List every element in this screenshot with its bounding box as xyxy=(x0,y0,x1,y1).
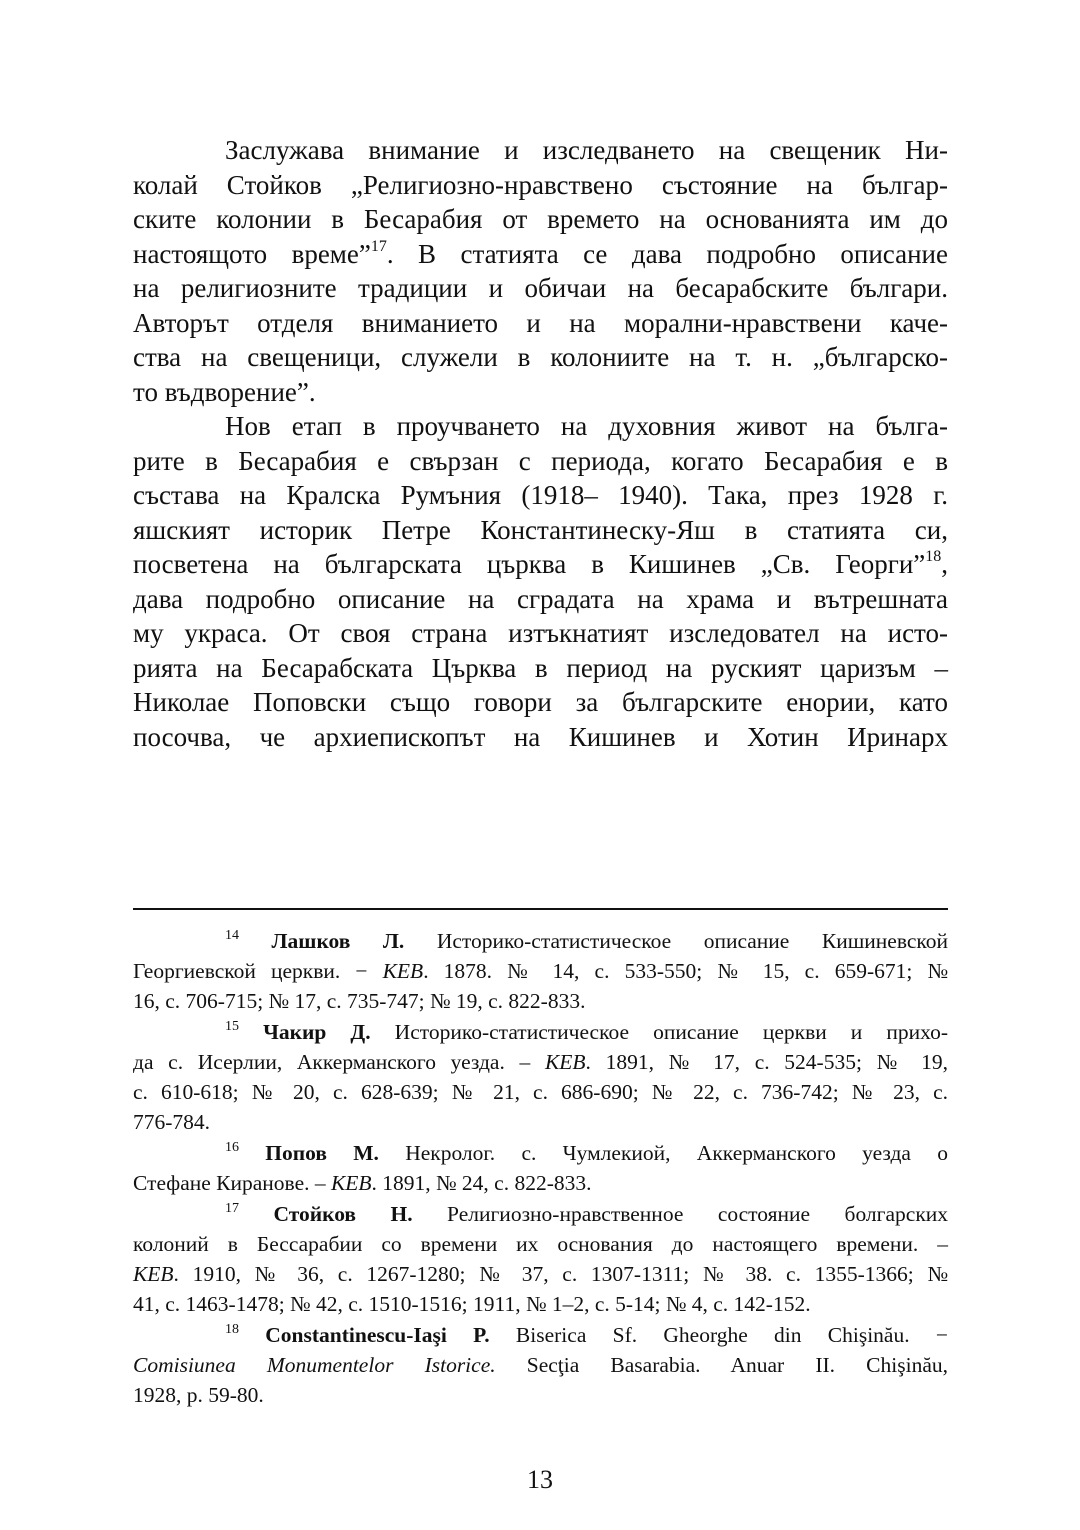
text-line: Нов етап в проучването на духовния живот на бълга- xyxy=(225,411,948,441)
footnotes xyxy=(133,926,948,1411)
journal-title: КЕВ xyxy=(544,1050,586,1074)
journal-title: КЕВ xyxy=(133,1262,174,1286)
text-line: посветена на българската църква в Кишинев „Св. Георги”$^{18}$, xyxy=(133,548,948,579)
page-number: 13 xyxy=(527,1465,553,1494)
footnote-author: Стойков Н. xyxy=(273,1202,413,1226)
text-line: състава на Кралска Румъния (1918– 1940). Така, през 1928 г. xyxy=(133,480,948,510)
text-line: колай Стойков „Религиозно-нравствено състояние на българ- xyxy=(133,169,948,200)
footnote-divider xyxy=(133,908,948,910)
footnote-18: $^{18}$ Constantinescu-Iaşi P. Biserica Sf. Gheorghe din Chişinău. − Comisiunea Monumentelor Istorice. Secţia Basarabia. Anuar II. Chişinău, 1928, p. 59-80. xyxy=(133,1321,948,1407)
main-text xyxy=(133,133,948,754)
footnote-author: Constantinescu-Iaşi P. xyxy=(265,1323,490,1347)
text-line: на религиозните традиции и обичаи на бесарабските българи. xyxy=(133,273,948,303)
text-line: Авторът отделя вниманието и на морални-нравствени каче- xyxy=(133,307,948,338)
paragraph-2 xyxy=(133,409,948,754)
text-line: Заслужава внимание и изследването на свещеник Ни- xyxy=(225,135,948,165)
text-line: му украса. От своя страна изтъкнатият изследовател на исто- xyxy=(133,618,948,648)
footnote-15: $^{15}$ Чакир Д. Историко-статистическое описание церкви и прихо- да с. Исерлии, Аккерманского уезда. – КЕВ. 1891, № 17, с. 524-535; № 19, с. 610-618; № 20, с. 628-639; № 21, с. 686-690; № 22, с. 736-742; № 23, с. 776-784. xyxy=(133,1018,948,1134)
footnote-ref-18: 18 xyxy=(925,548,942,565)
footnote-author: Попов М. xyxy=(265,1141,379,1165)
journal-title: Comisiunea Monumentelor Istorice. xyxy=(133,1353,496,1377)
text-line: ските колонии в Бесарабия от времето на основанията им до xyxy=(133,204,948,234)
paragraph-1 xyxy=(133,133,948,409)
text-line: то въдворение”. xyxy=(133,376,316,407)
journal-title: КЕВ xyxy=(331,1171,372,1195)
footnote-16: $^{16}$ Попов М. Некролог. с. Чумлекиой, Аккерманского уезда о Стефане Киранове. – КЕВ. 1891, № 24, с. 822-833. xyxy=(133,1139,949,1195)
text-line: яшският историк Петре Константинеску-Яш в статията си, xyxy=(133,514,948,545)
text-line: рията на Бесарабската Църква в период на руският царизъм – xyxy=(133,652,948,683)
text-line: настоящото време”$^{17}$. В статията се дава подробно описание xyxy=(133,237,948,269)
text-line: посочва, че архиепископът на Кишинев и Хотин Иринарх xyxy=(133,721,948,752)
footnote-14: $^{14}$ Лашков Л. Историко-статистическое описание Кишиневской Георгиевской церкви. − КЕВ. 1878. № 14, с. 533-550; № 15, с. 659-671; № 16, с. 706-715; № 17, с. 735-747; № 19, с. 822-833. xyxy=(133,927,949,1013)
footnote-author: Лашков Л. xyxy=(271,929,405,953)
footnote-ref-17: 17 xyxy=(370,237,387,255)
text-line: дава подробно описание на сградата на храма и вътрешната xyxy=(133,583,948,614)
footnote-author: Чакир Д. xyxy=(263,1020,371,1044)
text-line: рите в Бесарабия е свързан с периода, когато Бесарабия е в xyxy=(133,445,948,476)
footnote-17: $^{17}$ Стойков Н. Религиозно-нравственное состояние болгарских колоний в Бессарабии со времени их основания до настоящего времени. – КЕВ. 1910, № 36, с. 1267-1280; № 37, с. 1307-1311; № 38. с. 1355-1366; № 41, с. 1463-1478; № 42, с. 1510-1516; 1911, № 1–2, с. 5-14; № 4, с. 142-152. xyxy=(133,1200,949,1316)
text-line: ства на свещеници, служели в колониите на т. н. „българско- xyxy=(133,342,948,372)
text-line: Николае Поповски също говори за българските енории, като xyxy=(133,687,948,717)
journal-title: КЕВ xyxy=(382,959,424,983)
